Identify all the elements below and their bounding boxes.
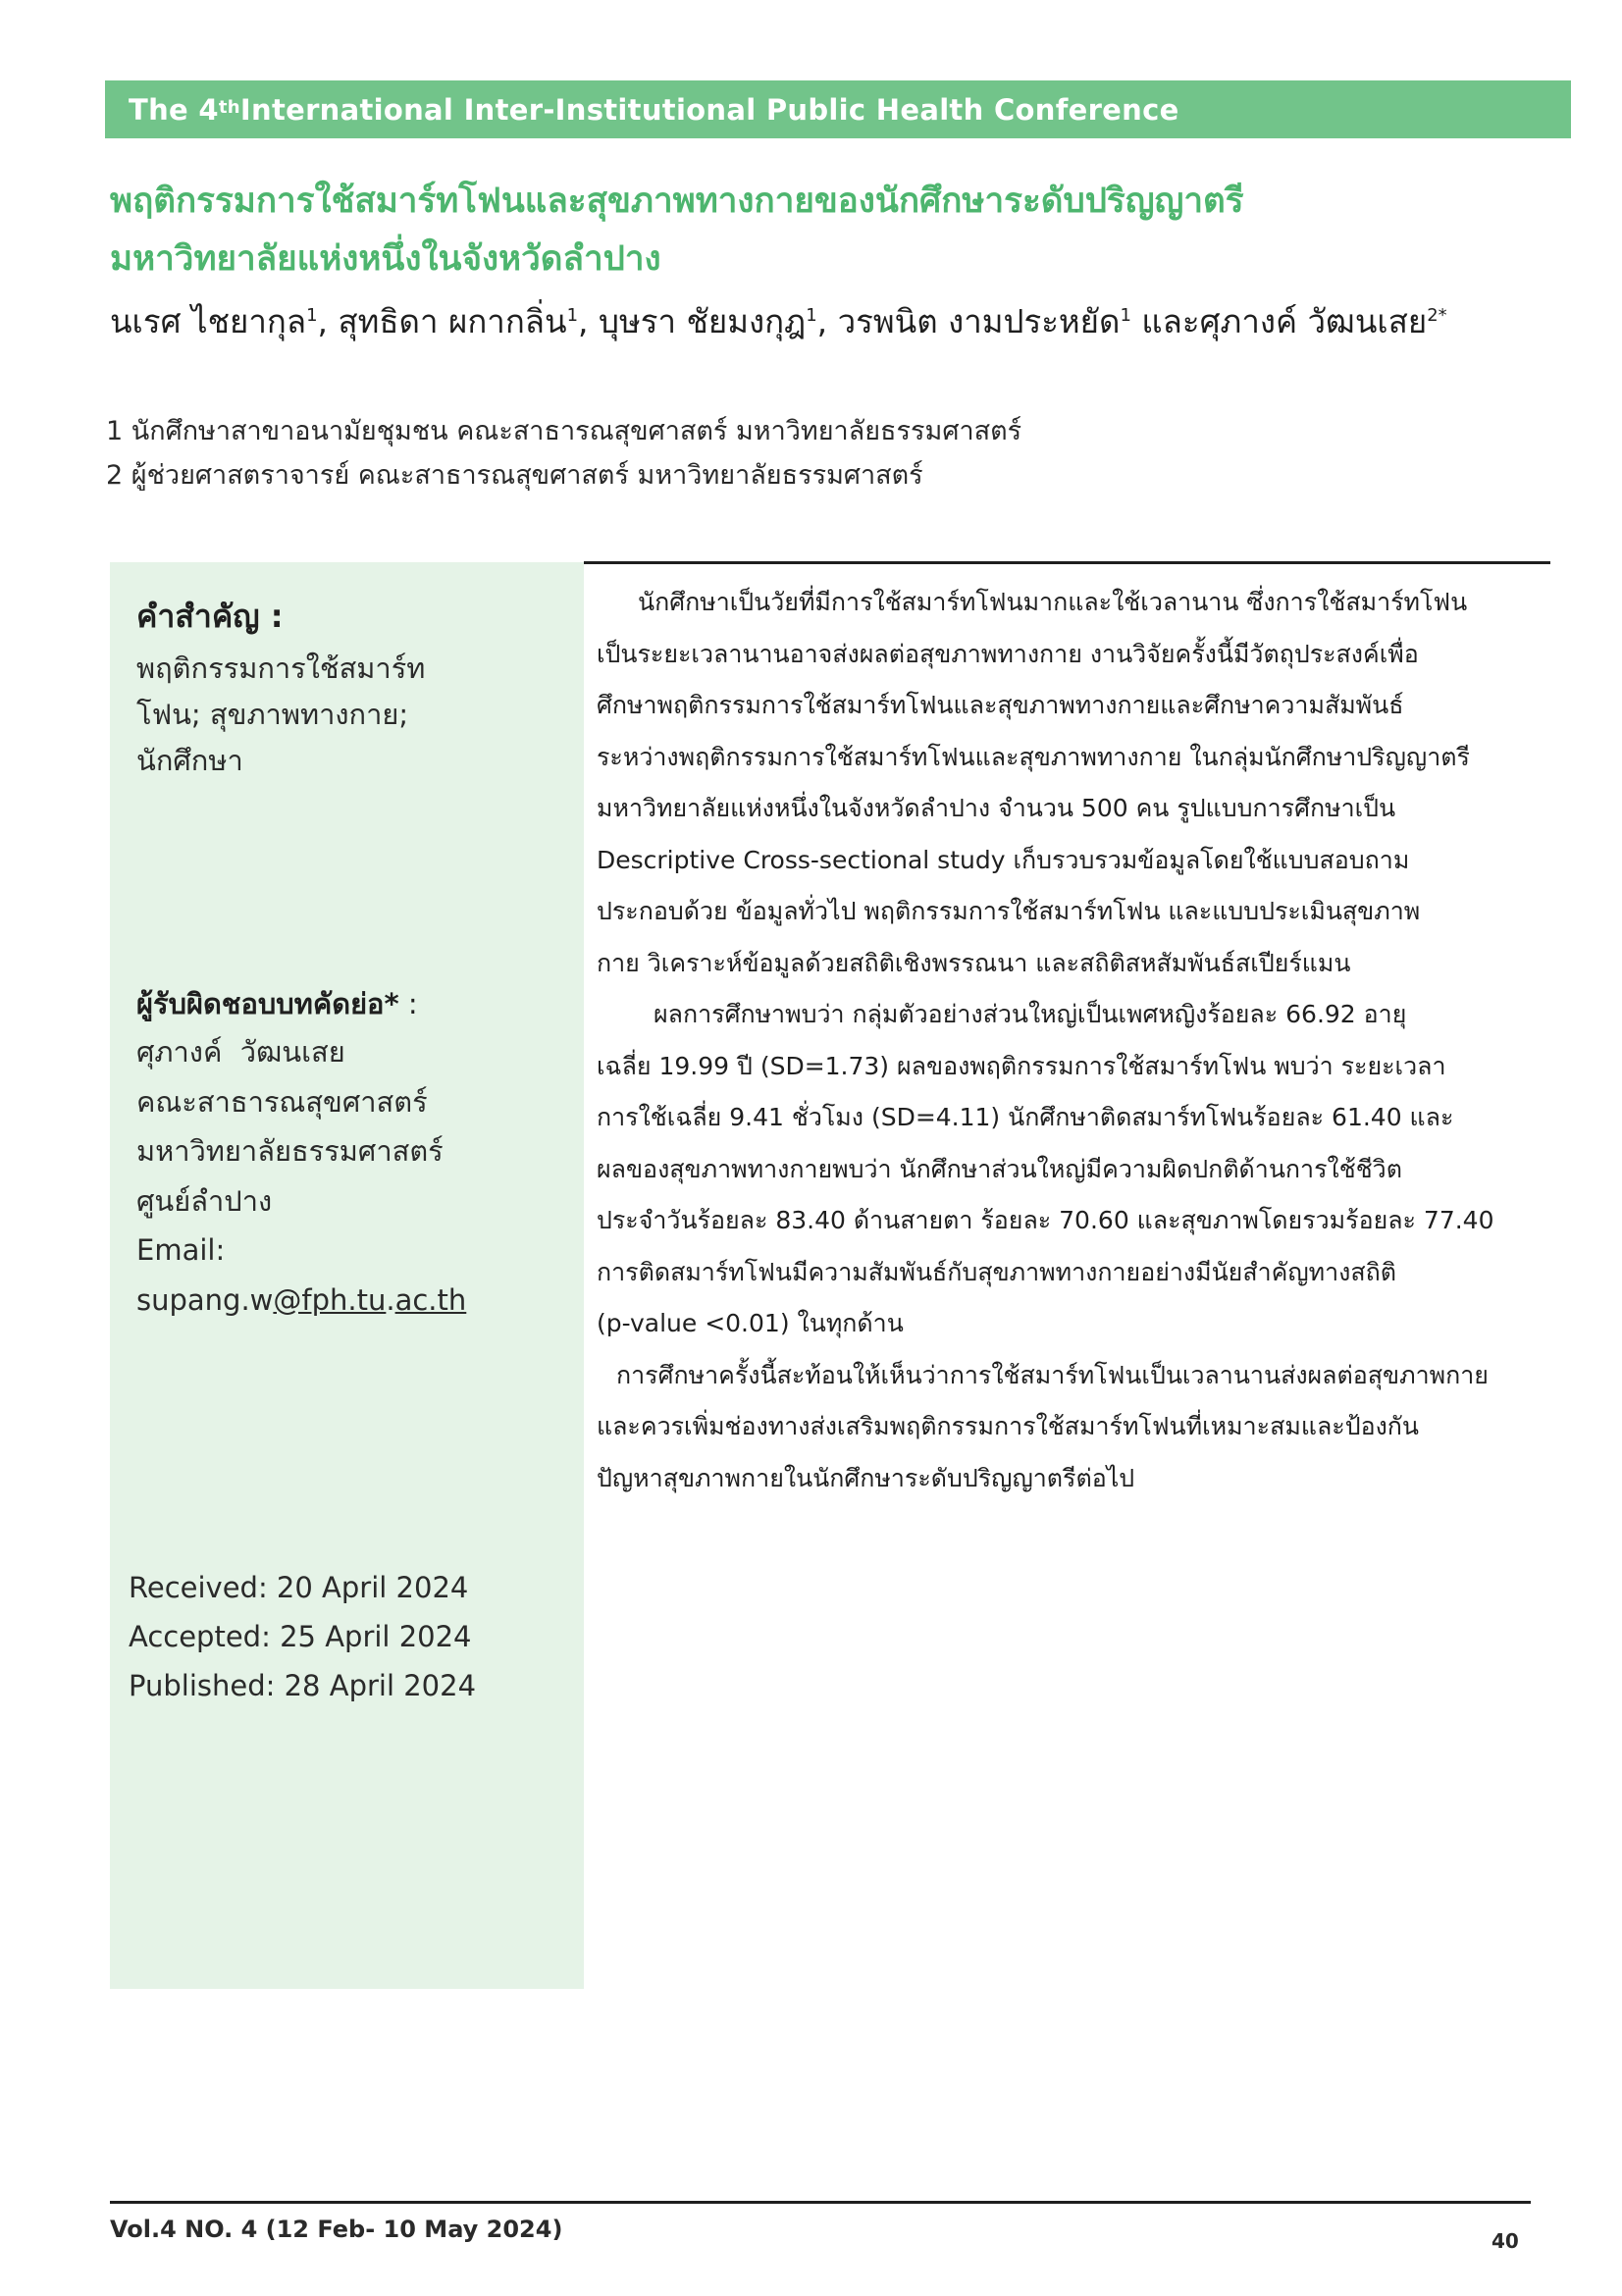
paper-title xyxy=(110,173,1503,288)
publication-dates xyxy=(129,1563,560,1710)
author-2-affil: 1 xyxy=(566,305,579,326)
conference-banner xyxy=(105,80,1571,138)
email-link-tld[interactable]: ac.th xyxy=(394,1282,467,1317)
received-date: Received: 20 April 2024 xyxy=(129,1571,469,1604)
title-line-1: พฤติกรรมการใช้สมาร์ทโฟนและสุขภาพทางกายของนักศึกษาระดับปริญญาตรี xyxy=(110,182,1244,221)
abstract-body xyxy=(597,577,1548,1504)
corr-campus: ศูนย์ลำปาง xyxy=(136,1183,273,1218)
abstract-line: มหาวิทยาลัยแห่งหนึ่งในจังหวัดลำปาง จำนวน 500 คน รูปแบบการศึกษาเป็น xyxy=(597,794,1396,822)
author-3-affil: 1 xyxy=(806,305,817,326)
title-line-2: มหาวิทยาลัยแห่งหนึ่งในจังหวัดลำปาง xyxy=(110,239,661,279)
abstract-top-rule xyxy=(584,561,1550,564)
banner-text-pre: The 4 xyxy=(129,92,219,127)
author-4: , วรพนิต งามประหยัด xyxy=(816,302,1121,340)
author-5: และศุภางค์ วัฒนเสย xyxy=(1130,302,1428,340)
author-3: , บุษรา ชัยมงกุฎ xyxy=(578,302,807,340)
corr-name: ศุภางค์ วัฒนเสย xyxy=(136,1035,345,1069)
affiliation-1: 1 นักศึกษาสาขาอนามัยชุมชน คณะสาธารณสุขศาสตร์ มหาวิทยาลัยธรรมศาสตร์ xyxy=(106,416,1022,446)
keyword-line: นักศึกษา xyxy=(136,744,243,777)
corr-university: มหาวิทยาลัยธรรมศาสตร์ xyxy=(136,1134,444,1168)
keywords-heading: คำสำคัญ : xyxy=(136,598,284,635)
abstract-line: การศึกษาครั้งนี้สะท้อนให้เห็นว่าการใช้สมาร์ทโฟนเป็นเวลานานส่งผลต่อสุขภาพกาย xyxy=(616,1360,1489,1389)
email-address[interactable] xyxy=(136,1276,568,1326)
author-1: นเรศ ไชยากุล xyxy=(110,302,307,340)
footer-rule xyxy=(110,2201,1531,2204)
keyword-line: โฟน; สุขภาพทางกาย; xyxy=(136,698,409,731)
abstract-line: ประกอบด้วย ข้อมูลทั่วไป พฤติกรรมการใช้สมาร์ทโฟน และแบบประเมินสุขภาพ xyxy=(597,897,1421,925)
author-5-affil: 2* xyxy=(1427,305,1447,326)
corr-email-label: Email: xyxy=(136,1233,226,1267)
corr-faculty: คณะสาธารณสุขศาสตร์ xyxy=(136,1084,428,1119)
corresponding-author-details xyxy=(136,1027,568,1325)
abstract-line: กาย วิเคราะห์ข้อมูลด้วยสถิติเชิงพรรณนา และสถิติสหสัมพันธ์สเปียร์แมน xyxy=(597,948,1351,977)
email-link-domain[interactable]: @fph.tu xyxy=(273,1282,387,1317)
abstract-line: ผลการศึกษาพบว่า กลุ่มตัวอย่างส่วนใหญ่เป็นเพศหญิงร้อยละ 66.92 อายุ xyxy=(654,1000,1407,1028)
info-sidebar xyxy=(110,562,584,1989)
abstract-line: (p-value <0.01) ในทุกด้าน xyxy=(597,1309,904,1337)
abstract-line: และควรเพิ่มช่องทางส่งเสริมพฤติกรรมการใช้สมาร์ทโฟนที่เหมาะสมและป้องกัน xyxy=(597,1412,1420,1440)
corresponding-author-colon: : xyxy=(398,987,418,1020)
banner-text-post: International Inter-Institutional Public Health Conference xyxy=(239,92,1179,127)
abstract-line: ปัญหาสุขภาพกายในนักศึกษาระดับปริญญาตรีต่อไป xyxy=(597,1463,1135,1492)
author-1-affil: 1 xyxy=(306,305,318,326)
abstract-line: การติดสมาร์ทโฟนมีความสัมพันธ์กับสุขภาพทางกายอย่างมีนัยสำคัญทางสถิติ xyxy=(597,1257,1397,1286)
keyword-line: พฤติกรรมการใช้สมาร์ท xyxy=(136,652,426,685)
abstract-line: Descriptive Cross-sectional study เก็บรวบรวมข้อมูลโดยใช้แบบสอบถาม xyxy=(597,845,1410,874)
page-number: 40 xyxy=(1491,2229,1519,2253)
banner-superscript: th xyxy=(218,97,240,118)
keywords-list xyxy=(136,646,568,784)
author-2: , สุทธิดา ผกากลิ่น xyxy=(317,302,567,340)
volume-info: Vol.4 NO. 4 (12 Feb- 10 May 2024) xyxy=(110,2216,563,2243)
email-prefix: supang.w xyxy=(136,1282,274,1317)
abstract-line: เป็นระยะเวลานานอาจส่งผลต่อสุขภาพทางกาย งานวิจัยครั้งนี้มีวัตถุประสงค์เพื่อ xyxy=(597,639,1419,668)
abstract-line: ผลของสุขภาพทางกายพบว่า นักศึกษาส่วนใหญ่มีความผิดปกติด้านการใช้ชีวิต xyxy=(597,1154,1402,1183)
abstract-line: การใช้เฉลี่ย 9.41 ชั่วโมง (SD=4.11) นักศึกษาติดสมาร์ทโฟนร้อยละ 61.40 และ xyxy=(597,1103,1454,1131)
published-date: Published: 28 April 2024 xyxy=(129,1669,477,1702)
email-dot: . xyxy=(386,1282,395,1317)
abstract-line: ศึกษาพฤติกรรมการใช้สมาร์ทโฟนและสุขภาพทางกายและศึกษาความสัมพันธ์ xyxy=(597,691,1404,719)
abstract-line: นักศึกษาเป็นวัยที่มีการใช้สมาร์ทโฟนมากและใช้เวลานาน ซึ่งการใช้สมาร์ทโฟน xyxy=(638,588,1468,616)
corresponding-author-heading xyxy=(136,981,568,1026)
corresponding-author-label: ผู้รับผิดชอบบทคัดย่อ* xyxy=(136,987,399,1020)
accepted-date: Accepted: 25 April 2024 xyxy=(129,1620,472,1653)
author-list xyxy=(110,290,1484,347)
affiliation-2: 2 ผู้ช่วยศาสตราจารย์ คณะสาธารณสุขศาสตร์ มหาวิทยาลัยธรรมศาสตร์ xyxy=(106,460,923,491)
abstract-line: ระหว่างพฤติกรรมการใช้สมาร์ทโฟนและสุขภาพทางกาย ในกลุ่มนักศึกษาปริญญาตรี xyxy=(597,742,1470,771)
author-4-affil: 1 xyxy=(1120,305,1131,326)
abstract-line: ประจำวันร้อยละ 83.40 ด้านสายตา ร้อยละ 70.60 และสุขภาพโดยรวมร้อยละ 77.40 xyxy=(597,1206,1494,1234)
abstract-line: เฉลี่ย 19.99 ปี (SD=1.73) ผลของพฤติกรรมการใช้สมาร์ทโฟน พบว่า ระยะเวลา xyxy=(597,1051,1446,1080)
